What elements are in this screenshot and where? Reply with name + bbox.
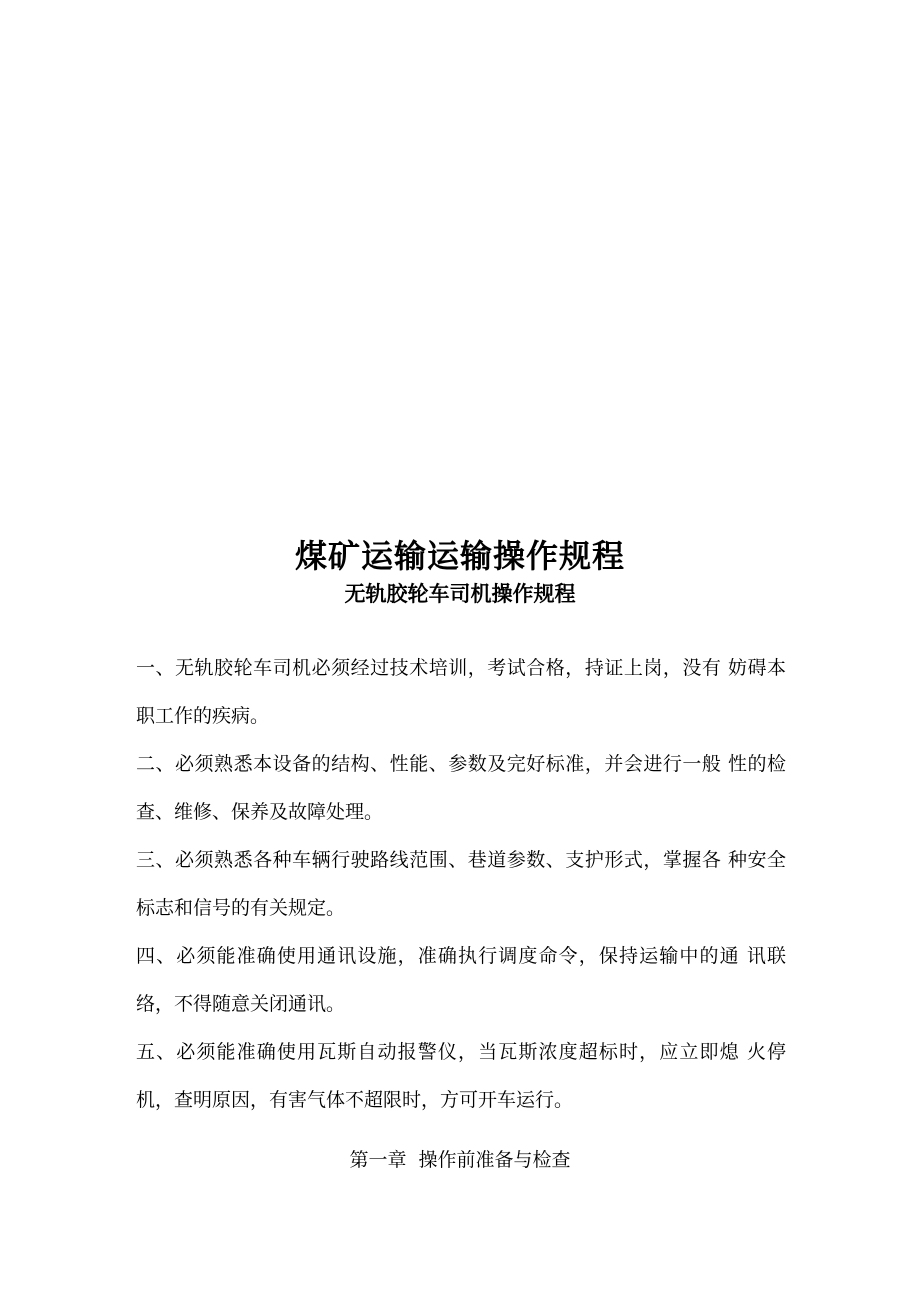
document-subtitle: 无轨胶轮车司机操作规程 [344,582,576,606]
paragraph-4: 四、必须能准确使用通讯设施，准确执行调度命令，保持运输中的通 讯联络，不得随意关闭通讯。 [136,945,786,1015]
paragraph-5: 五、必须能准确使用瓦斯自动报警仪，当瓦斯浓度超标时，应立即熄 火停机，查明原因，有害气体不超限时，方可开车运行。 [136,1041,786,1111]
paragraph-3: 三、必须熟悉各种车辆行驶路线范围、巷道参数、支护形式，掌握各 种安全标志和信号的有关规定。 [136,849,786,919]
document-body [136,644,786,1124]
paragraph-1: 一、无轨胶轮车司机必须经过技术培训，考试合格，持证上岗，没有 妨碍本职工作的疾病。 [136,657,786,727]
document-title: 煤矿运输运输操作规程 [294,537,625,575]
chapter-heading: 第一章 操作前准备与检查 [349,1149,571,1171]
paragraph-2: 二、必须熟悉本设备的结构、性能、参数及完好标准，并会进行一般 性的检查、维修、保养及故障处理。 [136,753,786,823]
